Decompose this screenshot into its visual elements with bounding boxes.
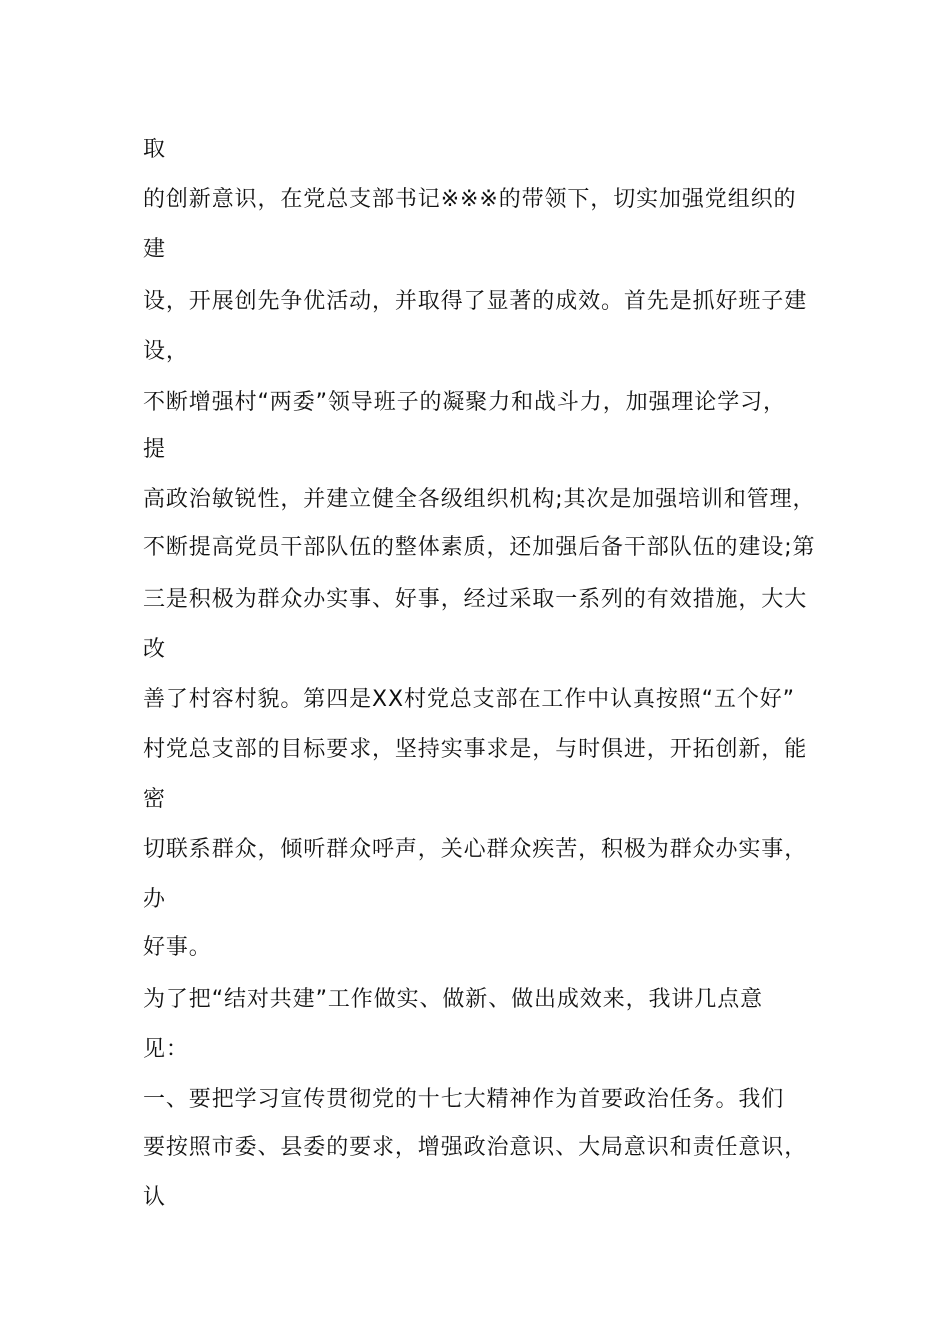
text-line: 高政治敏锐性，并建立健全各级组织机构;其次是加强培训和管理， — [143, 487, 816, 512]
text-line: 见： — [143, 1037, 189, 1062]
text-line: 建 — [143, 237, 166, 262]
text-line: 认 — [143, 1185, 166, 1210]
text-line: 不断增强村“两委”领导班子的凝聚力和战斗力，加强理论学习， — [143, 390, 786, 415]
text-line: 村党总支部的目标要求，坚持实事求是，与时俱进，开拓创新，能 — [143, 737, 808, 762]
text-line: 改 — [143, 637, 166, 662]
text-line: 一、要把学习宣传贯彻党的十七大精神作为首要政治任务。我们 — [143, 1087, 785, 1112]
text-line: 三是积极为群众办实事、好事，经过采取一系列的有效措施，大大 — [143, 587, 808, 612]
text-line: 切联系群众，倾听群众呼声，关心群众疾苦，积极为群众办实事， — [143, 837, 808, 862]
text-line: 取 — [143, 137, 166, 162]
text-line: 好事。 — [143, 935, 212, 960]
text-line: 密 — [143, 787, 166, 812]
text-line: 为了把“结对共建”工作做实、做新、做出成效来，我讲几点意 — [143, 987, 763, 1012]
text-line: 办 — [143, 887, 166, 912]
text-line: 设，开展创先争优活动，并取得了显著的成效。首先是抓好班子建 — [143, 289, 808, 314]
text-line: 的创新意识，在党总支部书记※※※的带领下，切实加强党组织的 — [143, 187, 797, 212]
text-line: 善了村容村貌。第四是XX村党总支部在工作中认真按照“五个好” — [143, 687, 795, 712]
text-line: 提 — [143, 437, 166, 462]
text-line: 要按照市委、县委的要求，增强政治意识、大局意识和责任意识， — [143, 1135, 808, 1160]
text-line: 设， — [143, 339, 189, 364]
text-line: 不断提高党员干部队伍的整体素质，还加强后备干部队伍的建设;第 — [143, 535, 816, 560]
